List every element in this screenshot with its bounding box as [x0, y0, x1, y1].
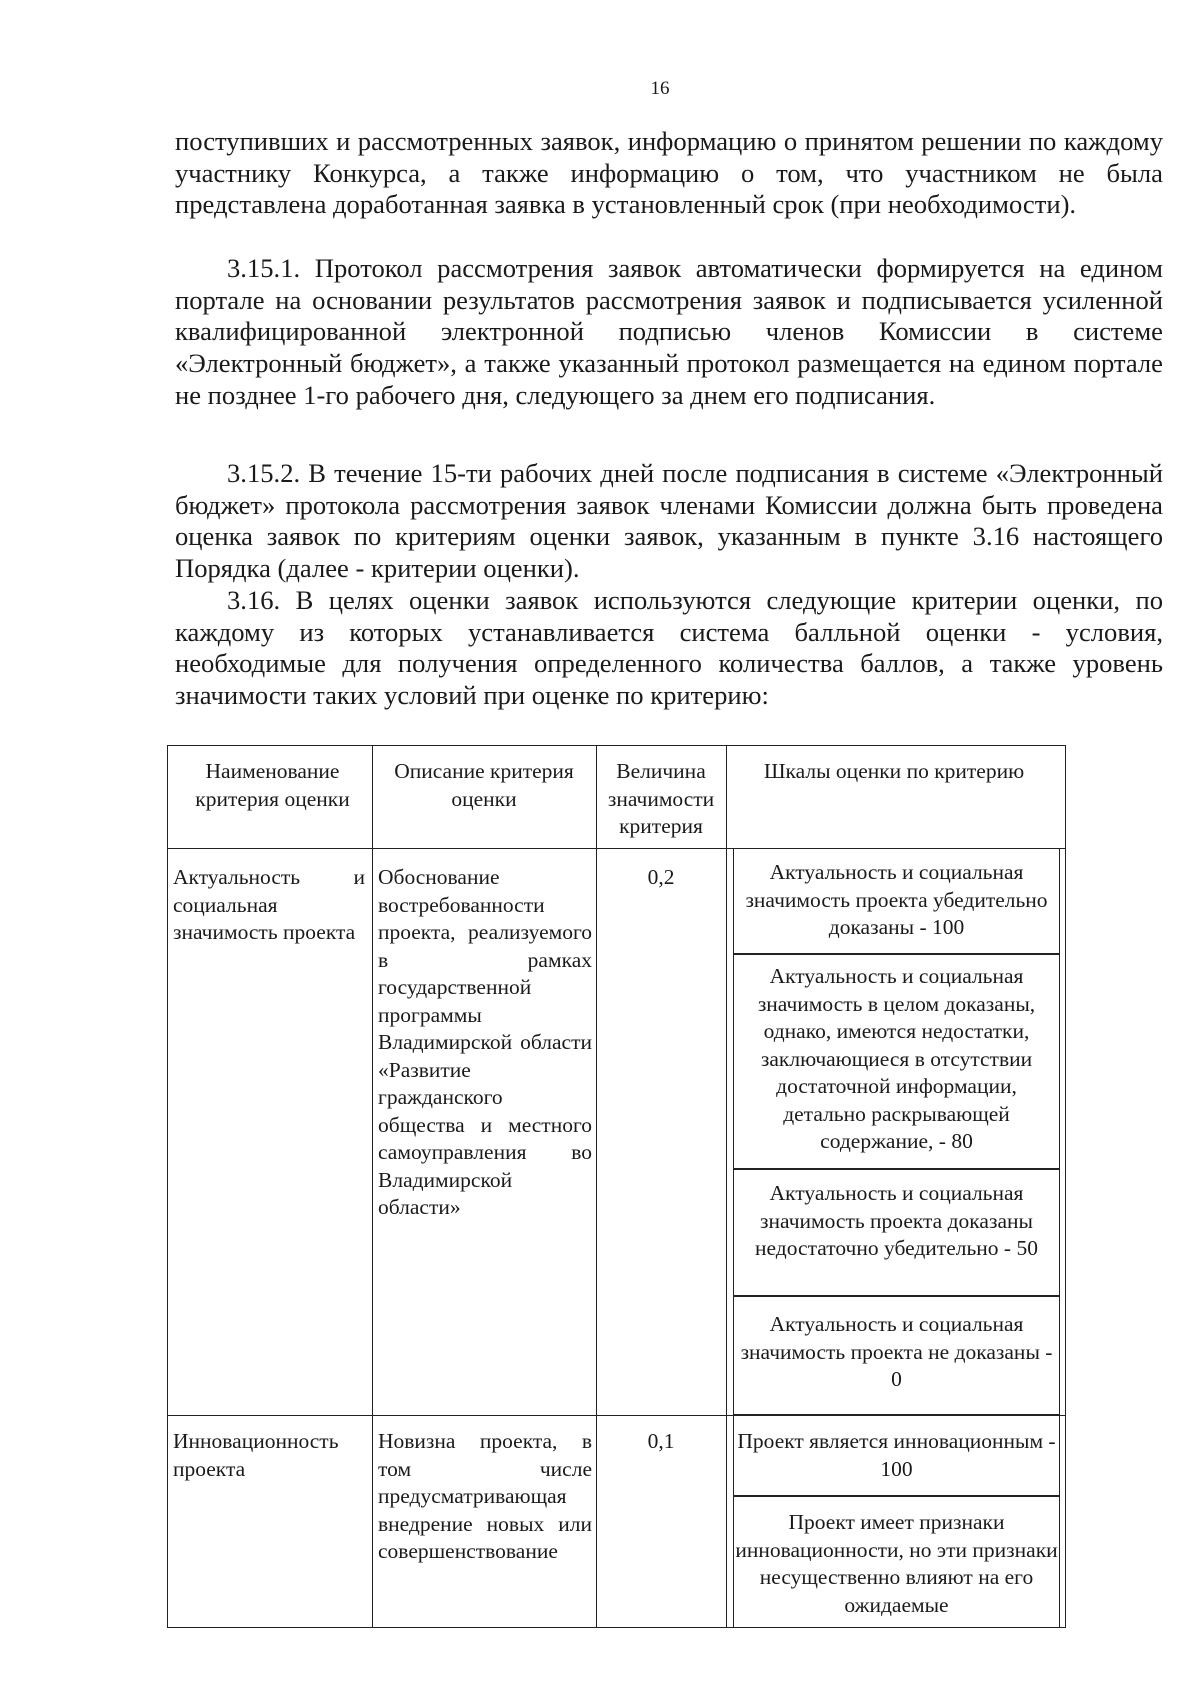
row1-scale-text: Актуальность и социальная значимость проекта доказаны недостаточно убедительно - 50 — [755, 1181, 1038, 1260]
row2-scale-box — [733, 1496, 1060, 1628]
row1-scale-box — [733, 954, 1060, 1169]
header-criterion-name: Наименование критерия оценки — [195, 759, 350, 811]
row2-criterion-name: Инновационность проекта — [173, 1429, 339, 1481]
table-divider-col3 — [726, 745, 727, 1628]
paragraph-continuation: поступивших и рассмотренных заявок, информацию о принятом решении по каждому участнику Конкурса, а также информацию о том, что участником не была представлена доработанная заявка в установленный срок (при необходимости). — [175, 126, 1163, 220]
header-scales: Шкалы оценки по критерию — [763, 759, 1025, 783]
page-number: 16 — [650, 78, 670, 99]
row2-scale-box — [733, 1415, 1060, 1496]
row1-criterion-name: Актуальность и социальная значимость проекта — [173, 865, 365, 944]
row2-criterion-weight: 0,1 — [647, 1429, 675, 1453]
table-divider-col2 — [596, 745, 597, 1628]
row1-scale-box — [733, 848, 1060, 954]
table-divider-col1 — [372, 745, 373, 1628]
row2-scale-text: Проект имеет признаки инновационности, но эти признаки несущественно влияют на его ожидаемые — [735, 1510, 1058, 1617]
row1-scale-text: Актуальность и социальная значимость проекта не доказаны - 0 — [740, 1312, 1053, 1391]
header-criterion-description: Описание критерия оценки — [394, 759, 574, 811]
row1-scale-text: Актуальность и социальная значимость проекта убедительно доказаны - 100 — [745, 860, 1048, 939]
paragraph-3-15-2: 3.15.2. В течение 15-ти рабочих дней после подписания в системе «Электронный бюджет» протокола рассмотрения заявок членами Комиссии должна быть проведена оценка заявок по критериям оценки заявок, указанным в пункте 3.16 настоящего Порядка (далее - критерии оценки). — [175, 458, 1163, 584]
paragraph-3-16: 3.16. В целях оценки заявок используются следующие критерии оценки, по каждому из которых устанавливается система балльной оценки - условия, необходимые для получения определенного количества баллов, а также уровень значимости таких условий при оценке по критерию: — [175, 585, 1163, 711]
header-criterion-weight: Величина значимости критерия — [607, 759, 715, 838]
paragraph-3-15-1: 3.15.1. Протокол рассмотрения заявок автоматически формируется на едином портале на основании результатов рассмотрения заявок и подписывается усиленной квалифицированной электронной подписью членов Комиссии в системе «Электронный бюджет», а также указанный протокол размещается на едином портале не позднее 1-го рабочего дня, следующего за днем его подписания. — [175, 253, 1163, 410]
row1-criterion-weight: 0,2 — [647, 865, 675, 889]
row1-scale-box — [733, 1296, 1060, 1415]
row2-criterion-description: Новизна проекта, в том числе предусматривающая внедрение новых или совершенствование — [378, 1429, 592, 1563]
row1-scale-box — [733, 1169, 1060, 1296]
row2-scale-text: Проект является инновационным - 100 — [737, 1429, 1056, 1481]
row1-scale-text: Актуальность и социальная значимость в целом доказаны, однако, имеются недостатки, заключающиеся в отсутствии достаточной информации, детально раскрывающей содержание, - 80 — [757, 964, 1036, 1153]
row1-criterion-description: Обоснование востребованности проекта, реализуемого в рамках государственной программы Владимирской области «Развитие гражданского общества и местного самоуправления во Владимирской области» — [378, 865, 592, 1219]
